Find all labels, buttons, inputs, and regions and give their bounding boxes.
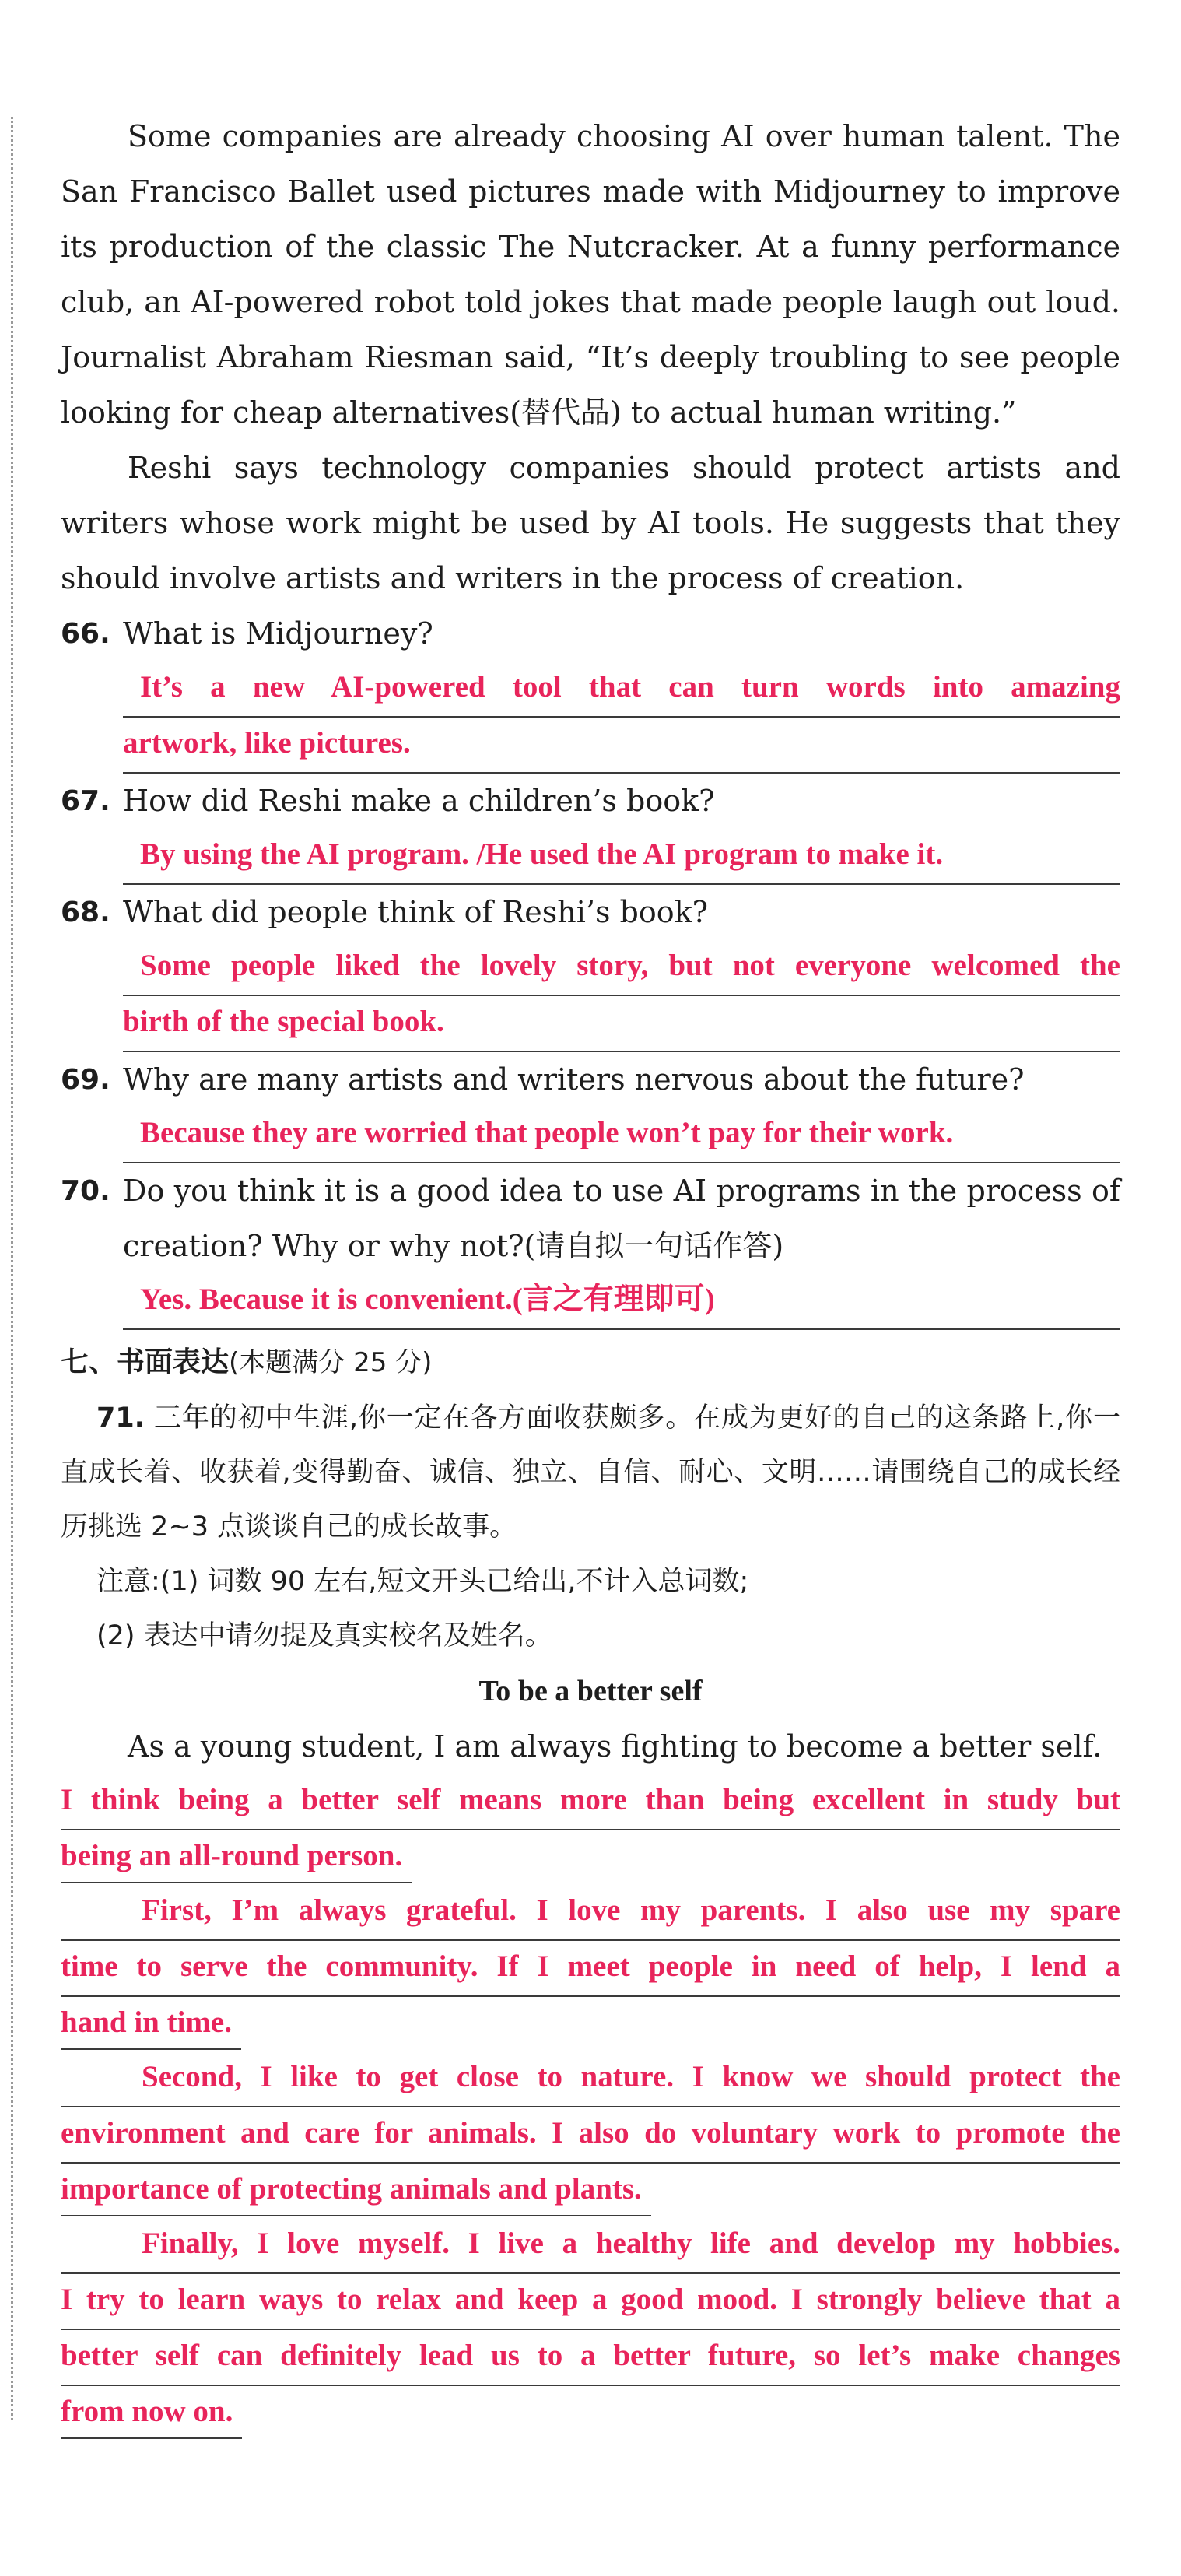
essay-paragraph-3 [61,2051,1120,2218]
passage-paragraph-1: Some companies are already choosing AI over human talent. The San Francisco Ballet used pictures made with Midjourney to improve its production of the classic The Nutcracker. At a funny performance club, an AI-powered robot told jokes that made people laugh out loud. Journalist Abraham Riesman said, “It’s deeply troubling to see people looking for cheap alternatives(替代品) to actual human writing.” [61,119,1120,430]
essay-line: time to serve the community. If I meet people in need of help, I lend a [61,1941,1120,1997]
essay-line: from now on. [61,2386,1120,2441]
essay-answer [61,1774,1120,2441]
essay-opening: As a young student, I am always fighting to become a better self. [128,1729,1102,1764]
answer-line: Because they are worried that people won’t pay for their work. [123,1107,1120,1163]
question-66 [61,606,1120,774]
question-text: What did people think of Reshi’s book? [123,895,709,929]
binding-margin-dotted-line [11,117,13,2420]
answer-66 [123,662,1120,774]
essay-line: I try to learn ways to relax and keep a good mood. I strongly believe that a [61,2274,1120,2330]
question-number: 68. [61,897,110,928]
question-text: What is Midjourney? [123,616,433,651]
question-number: 67. [61,785,110,817]
answer-70 [123,1274,1120,1330]
writing-task [61,1391,1120,1554]
question-number: 70. [61,1175,110,1207]
answer-line: By using the AI program. /He used the AI program to make it. [123,829,1120,885]
question-67 [61,774,1120,885]
essay-line: better self can definitely lead us to a better future, so let’s make changes [61,2330,1120,2386]
task-number: 71. [96,1402,145,1434]
question-number: 66. [61,618,110,650]
essay-paragraph-1 [61,1774,1120,1885]
section-title: 七、书面表达(本题满分 25 分) [61,1346,433,1378]
question-70 [61,1163,1120,1330]
answer-line: artwork, like pictures. [123,718,1120,774]
section-score-note: (本题满分 25 分) [229,1347,433,1378]
answer-69 [123,1107,1120,1163]
essay-line: importance of protecting animals and plants. [61,2164,1120,2218]
question-number: 69. [61,1064,110,1096]
essay-paragraph-2 [61,1885,1120,2051]
question-text: Do you think it is a good idea to use AI programs in the process of creation? Why or why not?(请自拟一句话作答) [123,1174,1120,1263]
essay-line: hand in time. [61,1997,1120,2051]
essay-line: First, I’m always grateful. I love my parents. I also use my spare [61,1885,1120,1941]
essay-title: To be a better self [478,1675,703,1707]
answer-line: Yes. Because it is convenient.(言之有理即可) [123,1274,1120,1330]
writing-note-2: (2) 表达中请勿提及真实校名及姓名。 [96,1620,552,1651]
answer-68 [123,940,1120,1052]
answer-line: Some people liked the lovely story, but not everyone welcomed the [123,940,1120,996]
essay-line: Finally, I love myself. I live a healthy life and develop my hobbies. [61,2218,1120,2274]
task-text: 三年的初中生涯,你一定在各方面收获颇多。在成为更好的自己的这条路上,你一直成长着、收获着,变得勤奋、诚信、独立、自信、耐心、文明……请围绕自己的成长经历挑选 2~3 点谈谈自己的成长故事。 [61,1402,1120,1542]
writing-note-1: 注意:(1) 词数 90 左右,短文开头已给出,不计入总词数; [96,1566,749,1597]
answer-67 [123,829,1120,885]
question-text: Why are many artists and writers nervous about the future? [123,1062,1025,1097]
question-69 [61,1052,1120,1163]
essay-line: being an all-round person. [61,1830,1120,1885]
worksheet-page [61,109,1120,2441]
essay-line: I think being a better self means more than being excellent in study but [61,1774,1120,1830]
question-text: How did Reshi make a children’s book? [123,784,715,818]
essay-line: Second, I like to get close to nature. I know we should protect the [61,2051,1120,2107]
answer-line: birth of the special book. [123,996,1120,1052]
passage-paragraph-2: Reshi says technology companies should protect artists and writers whose work might be used by AI tools. He suggests that they should involve artists and writers in the process of creation. [61,451,1120,595]
question-68 [61,885,1120,1052]
essay-paragraph-4 [61,2218,1120,2441]
answer-line: It’s a new AI-powered tool that can turn words into amazing [123,662,1120,718]
essay-line: environment and care for animals. I also do voluntary work to promote the [61,2107,1120,2164]
